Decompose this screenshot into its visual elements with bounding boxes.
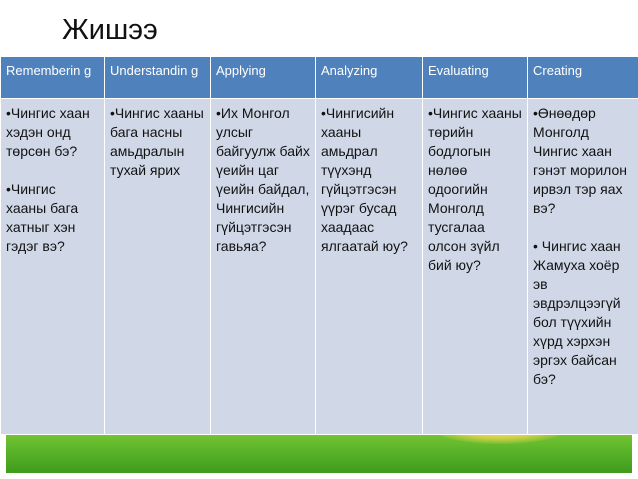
question-text: •Их Монгол улсыг байгуулж байх үеийн цаг үеийн байдал, Чингисийн гүйцэтгэсэн гавьяа? [216,105,310,254]
bloom-taxonomy-table [0,56,638,435]
cell-analyzing [316,99,423,435]
cell-creating [528,99,638,435]
header-creating: Creating [528,57,638,99]
header-applying: Applying [211,57,316,99]
slide-title: Жишээ [62,14,158,46]
question-text: •Өнөөдөр Монголд Чингис хаан гэнэт морилон ирвэл тэр яах вэ? [533,105,627,216]
cell-evaluating [423,99,528,435]
table-row [1,99,638,435]
header-remembering: Rememberin g [1,57,105,99]
header-understanding: Understandin g [105,57,211,99]
question-text: •Чингис хааны төрийн бодлогын нөлөө одоогийн Монголд тусгалаа олсон зүйл бий юу? [428,105,522,273]
question-text: •Чингис хааны бага хатныг хэн гэдэг вэ? [6,181,79,254]
question-text: • Чингис хаан Жамуха хоёр эв эвдрэлцээгүй бол түүхийн хүрд хэрхэн эргэх байсан бэ? [533,238,621,387]
header-analyzing: Analyzing [316,57,423,99]
question-text: •Чингис хааны бага насны амьдралын тухай ярих [110,105,204,178]
cell-understanding [105,99,211,435]
question-text: •Чингисийн хааны амьдрал түүхэнд гүйцэтгэсэн үүрэг бусад хаадаас ялгаатай юу? [321,105,408,254]
cell-remembering [1,99,105,435]
table-header-row [1,57,638,99]
question-text: •Чингис хаан хэдэн онд төрсөн бэ? [6,105,90,159]
header-evaluating: Evaluating [423,57,528,99]
cell-applying [211,99,316,435]
